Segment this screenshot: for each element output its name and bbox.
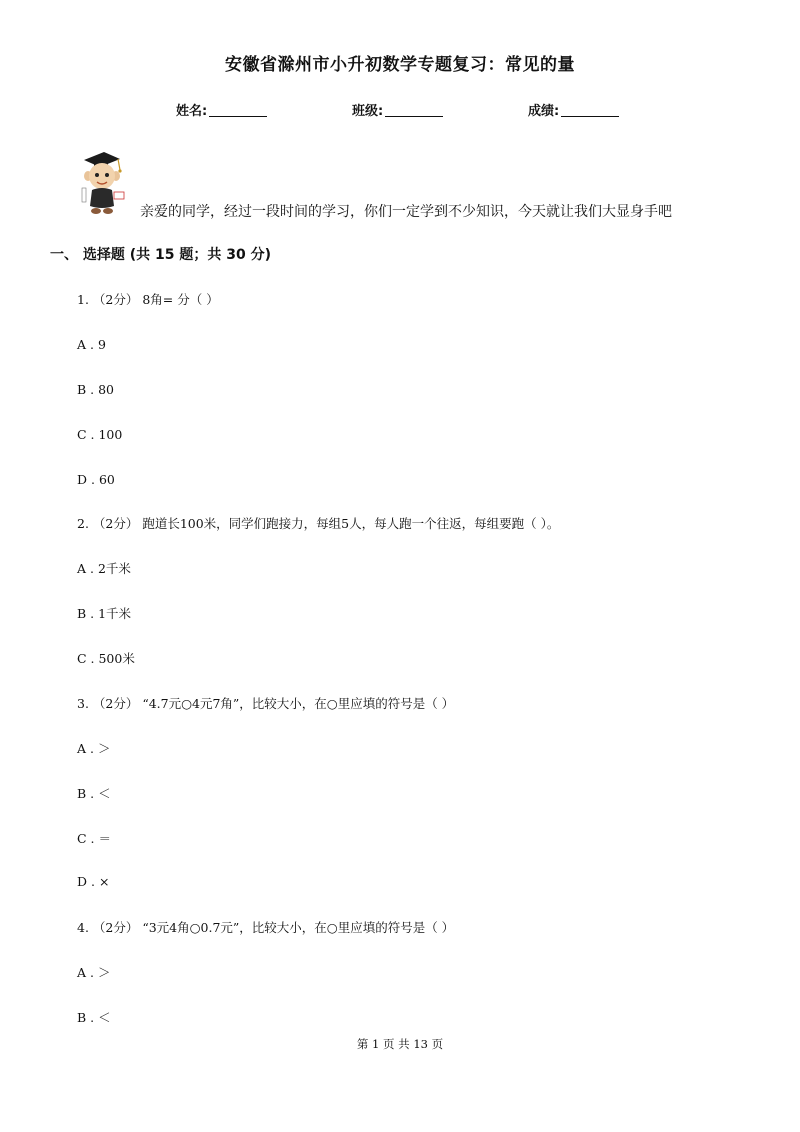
question-2: 2. （2分） 跑道长100米，同学们跑接力，每组5人，每人跑一个往返，每组要跑（ ）。: [77, 516, 560, 531]
q2-option-a[interactable]: A . 2千米: [77, 561, 131, 576]
question-3: 3. （2分） “4.7元○4元7角”，比较大小，在○里应填的符号是（ ）: [77, 696, 455, 711]
q1-option-c[interactable]: C . 100: [77, 427, 123, 442]
page-footer: 第 1 页 共 13 页: [356, 1037, 444, 1051]
class-label: 班级:: [352, 104, 384, 119]
question-4: 4. （2分） “3元4角○0.7元”，比较大小，在○里应填的符号是（ ）: [77, 920, 455, 935]
page-title: 安徽省滁州市小升初数学专题复习：常见的量: [225, 55, 575, 75]
q3-option-a[interactable]: A . ＞: [77, 741, 111, 756]
question-1: 1. （2分） 8角= 分（ ）: [77, 292, 219, 307]
class-field[interactable]: [352, 100, 443, 119]
q3-option-d[interactable]: D . ×: [77, 874, 110, 889]
name-label: 姓名:: [176, 104, 208, 119]
name-field[interactable]: [176, 100, 267, 119]
mascot-icon: [74, 148, 126, 218]
q3-option-b[interactable]: B . ＜: [77, 786, 111, 801]
score-label: 成绩:: [528, 104, 560, 119]
class-blank[interactable]: [385, 102, 443, 117]
name-blank[interactable]: [209, 102, 267, 117]
student-info-row: [0, 100, 800, 120]
q3-option-c[interactable]: C . ＝: [77, 831, 111, 846]
greeting-text: 亲爱的同学，经过一段时间的学习，你们一定学到不少知识，今天就让我们大显身手吧: [140, 204, 672, 220]
section-heading: 一、 选择题 (共 15 题；共 30 分): [50, 247, 272, 263]
score-blank[interactable]: [561, 102, 619, 117]
q4-option-b[interactable]: B . ＜: [77, 1010, 111, 1025]
q1-option-d[interactable]: D . 60: [77, 472, 115, 487]
score-field[interactable]: [528, 100, 619, 119]
q1-option-a[interactable]: A . 9: [77, 337, 106, 352]
q1-option-b[interactable]: B . 80: [77, 382, 115, 397]
q4-option-a[interactable]: A . ＞: [77, 965, 111, 980]
q2-option-c[interactable]: C . 500米: [77, 651, 135, 666]
q2-option-b[interactable]: B . 1千米: [77, 606, 132, 621]
